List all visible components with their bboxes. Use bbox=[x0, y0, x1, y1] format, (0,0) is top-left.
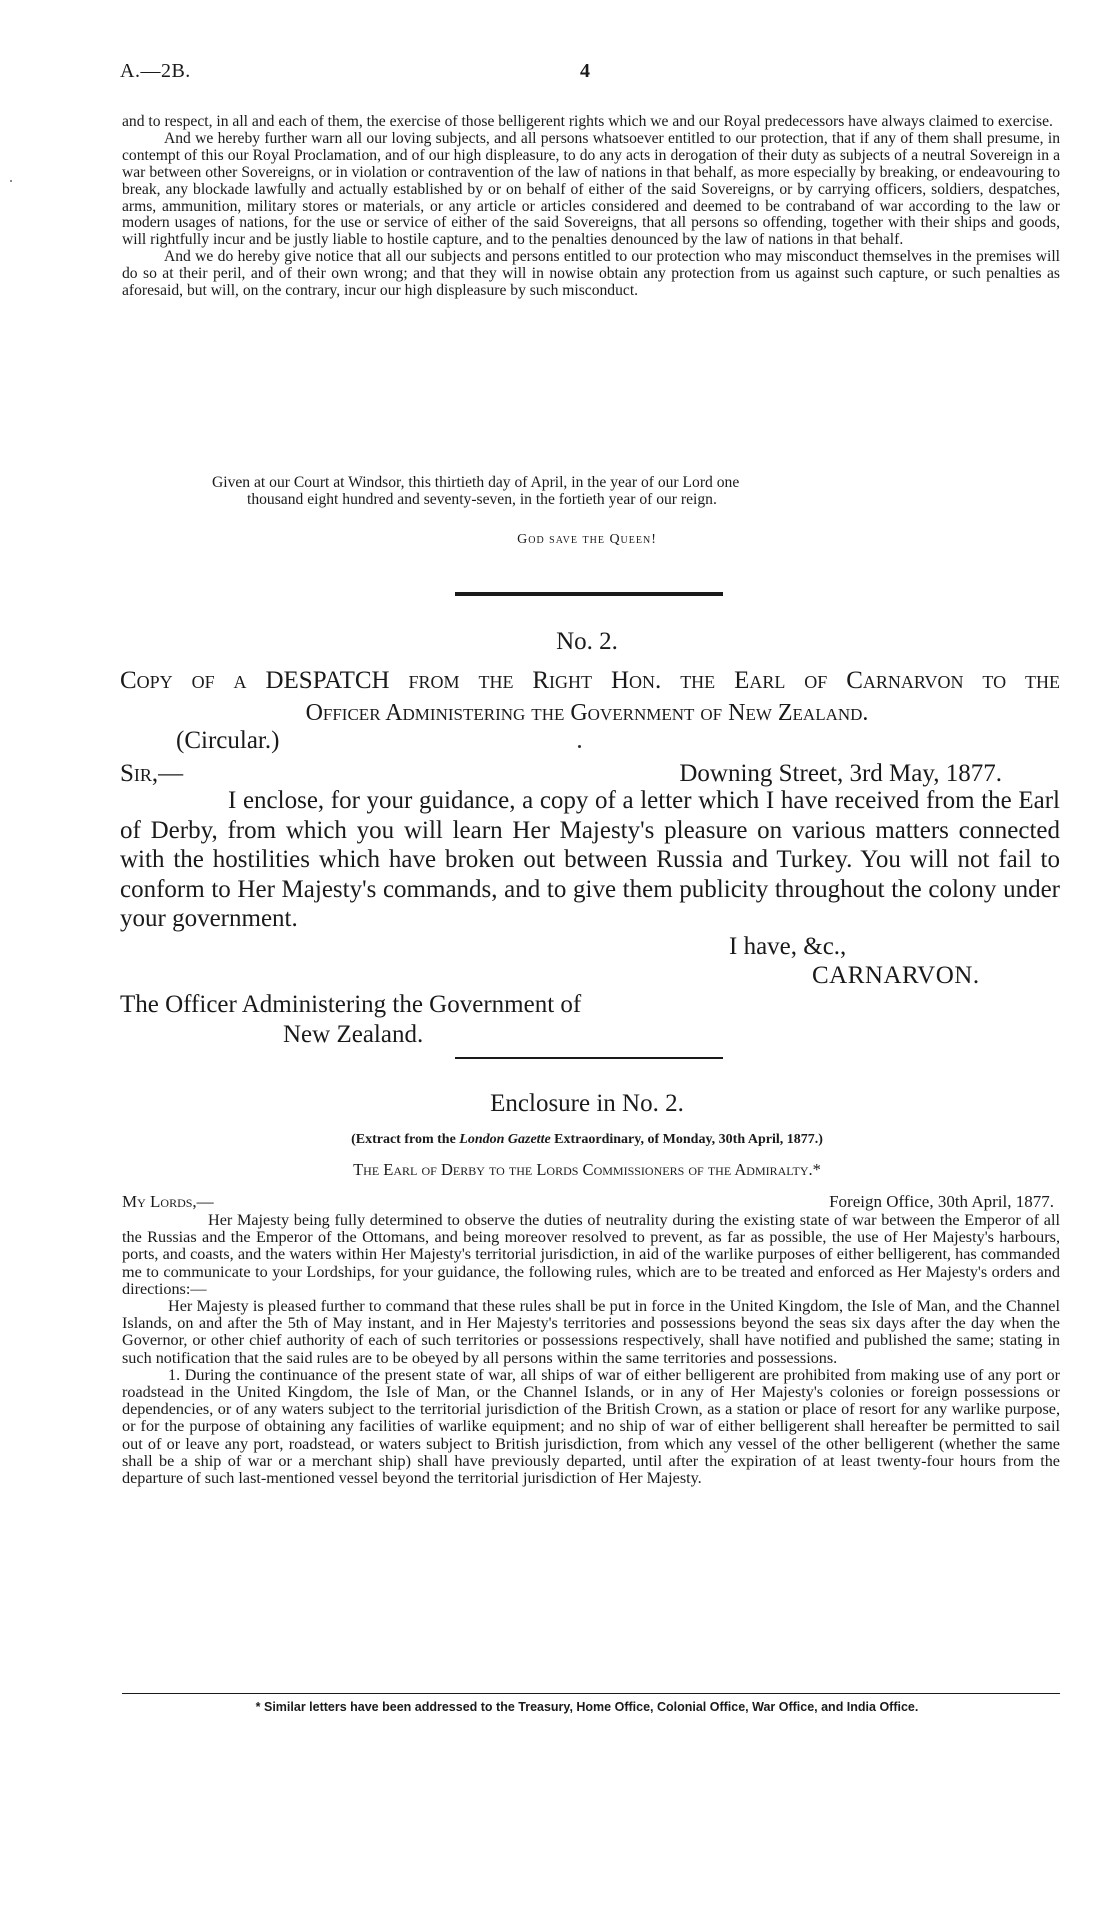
letter-paragraph: Her Majesty is pleased further to command that these rules shall be put in force in the United Kingdom, the Isle of Man, and the Channel Islands, on and after the 5th of May instant, and in Her Majesty's territories and possessions beyond the seas six days after the day when the Governor, or other chief authority of each of such territories or possessions respectively, shall have notified and published the same; stating in such notification that the said rules are to be obeyed by all persons within the same territories and possessions. bbox=[122, 1297, 1060, 1367]
dateline: Downing Street, 3rd May, 1877. bbox=[679, 760, 1002, 787]
proclamation-text bbox=[122, 114, 1060, 300]
closing: I have, &c., bbox=[729, 933, 847, 960]
margin-mark bbox=[10, 180, 12, 182]
signature: CARNARVON. bbox=[812, 962, 980, 989]
section-divider bbox=[455, 1057, 723, 1059]
addressee bbox=[120, 990, 581, 1049]
letter-paragraph: 1. During the continuance of the present state of war, all ships of war of either belligerent are prohibited from making use of any port or roadstead in the United Kingdom, the Isle of Man, or the Channel Islands, or in any of Her Majesty's colonies or foreign possessions or dependencies, or of any waters subject to the territorial jurisdiction of the British Crown, as a station or place of resort for any warlike purpose, or for the purpose of obtaining any facilities of warlike equipment; and no ship of war of either belligerent shall hereafter be permitted to sail out of or leave any port, roadstead, or waters subject to British jurisdiction, from which any vessel of the other belligerent (whether the same shall be a ship of war or a merchant ship) shall have previously departed, until after the expiration of at least twenty-four hours from the departure of such last-mentioned vessel beyond the territorial jurisdiction of Her Majesty. bbox=[122, 1365, 1060, 1488]
proclamation-paragraph: And we do hereby give notice that all our subjects and persons entitled to our protection who may misconduct themselves in the premises will do so at their peril, and of their own wrong; and that they will in nowise obtain any protection from us against such capture, or such penalties as aforesaid, but will, on the contrary, incur our high displeasure by such misconduct. bbox=[122, 248, 1060, 300]
section-divider bbox=[455, 592, 723, 596]
letter-salutation: My Lords,— bbox=[122, 1192, 214, 1211]
god-save-the-queen: God save the Queen! bbox=[517, 532, 657, 547]
circular-label: (Circular.) bbox=[176, 727, 280, 754]
proclamation-paragraph: And we hereby further warn all our loving subjects, and all persons whatsoever entitled to our protection, that if any of them shall presume, in contempt of this our Royal Proclamation, and of our high displeasure, to do any acts in derogation of their duty as subjects of a neutral Sovereign in a war between other Sovereigns, or in violation or contravention of the law of nations in that behalf, as more especially by breaking, or endeavouring to break, any blockade lawfully and actually established by or on behalf of either of the said Sovereigns, or by carrying officers, soldiers, despatches, arms, ammunition, military stores or materials, or any article or articles considered and deemed to be contraband of war according to the law or modern usages of nations, for the use or service of either of the said Sovereigns, that all persons so offending, together with their ships and goods, will rightfully incur and be justly liable to hostile capture, and to the penalties denounced by the law of nations in that behalf. bbox=[122, 129, 1060, 249]
despatch-title-line: Officer Administering the Government of New Zealand. bbox=[305, 700, 869, 726]
page-number: 4 bbox=[580, 60, 590, 82]
footnote: * Similar letters have been addressed to the Treasury, Home Office, Colonial Office, War Office, and India Office. bbox=[255, 1700, 919, 1714]
given-at-court bbox=[212, 474, 1060, 508]
letter-heading: The Earl of Derby to the Lords Commissioners of the Admiralty.* bbox=[353, 1160, 821, 1179]
despatch-body bbox=[120, 786, 1060, 934]
despatch-title-text: Copy of a DESPATCH from the Right Hon. the Earl of Carnarvon to the bbox=[120, 667, 1060, 694]
given-line: thousand eight hundred and seventy-seven, in the fortieth year of our reign. bbox=[247, 491, 717, 508]
letter-paragraph: Her Majesty being fully determined to observe the duties of neutrality during the existing state of war between the Emperor of all the Russias and the Emperor of the Ottomans, and being moreover resolved to prevent, as far as possible, the use of Her Majesty's harbours, ports, and coasts, and the waters within Her Majesty's territorial jurisdiction, in aid of the warlike purposes of either belligerent, has commanded me to communicate to your Lordships, for your guidance, the following rules, which are to be treated and enforced as Her Majesty's orders and directions:— bbox=[122, 1211, 1060, 1298]
extract-prefix: (Extract from the bbox=[351, 1132, 460, 1147]
footnote-divider bbox=[122, 1693, 1060, 1694]
print-speck bbox=[578, 745, 581, 748]
extract-suffix: Extraordinary, of Monday, 30th April, 1877.) bbox=[550, 1132, 823, 1147]
gazette-name: London Gazette bbox=[459, 1132, 551, 1147]
salutation: Sir,— bbox=[120, 760, 184, 787]
despatch-title-line bbox=[120, 666, 1060, 696]
despatch-number: No. 2. bbox=[556, 628, 618, 655]
extract-source bbox=[0, 1132, 1114, 1148]
proclamation-paragraph: and to respect, in all and each of them, the exercise of those belligerent rights which we and our Royal predecessors have always claimed to exercise. bbox=[122, 113, 1053, 130]
letter-body bbox=[122, 1212, 1060, 1487]
addressee-line: The Officer Administering the Government of bbox=[120, 991, 582, 1018]
page-header bbox=[120, 60, 1060, 90]
despatch-paragraph: I enclose, for your guidance, a copy of a letter which I have received from the Earl of Derby, from which you will learn Her Majesty's pleasure on various matters connected with the hostilities which have broken out between Russia and Turkey. You will not fail to conform to Her Majesty's commands, and to give them publicity throughout the colony under your government. bbox=[120, 787, 1060, 932]
enclosure-title: Enclosure in No. 2. bbox=[490, 1090, 684, 1117]
letter-dateline: Foreign Office, 30th April, 1877. bbox=[829, 1192, 1054, 1211]
document-reference: A.—2B. bbox=[120, 60, 191, 82]
given-line: Given at our Court at Windsor, this thirtieth day of April, in the year of our Lord one bbox=[212, 474, 740, 491]
addressee-line: New Zealand. bbox=[283, 1020, 424, 1048]
